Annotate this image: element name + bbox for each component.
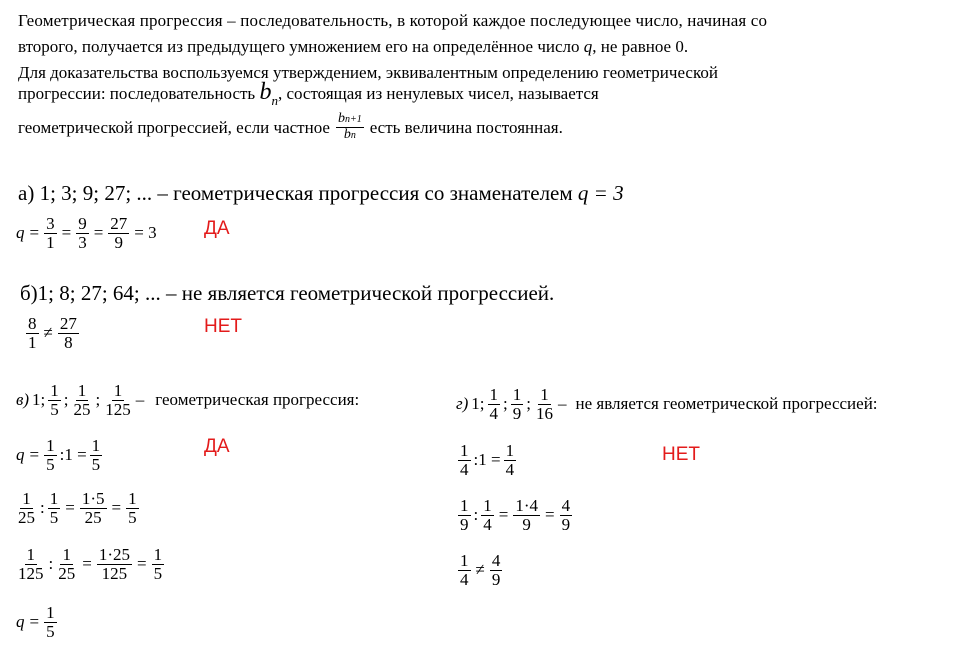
frac-3-1 <box>44 215 57 252</box>
intro-line-1 <box>18 10 953 31</box>
eq: = <box>65 498 75 518</box>
den: 1 <box>28 332 37 352</box>
part-v-answer: ДА <box>204 436 230 457</box>
num: 1 <box>540 385 549 404</box>
q: q <box>16 445 25 465</box>
seq-item: 1; <box>471 394 485 414</box>
part-b-answer: НЕТ <box>204 316 242 337</box>
num: 1 <box>22 489 31 508</box>
frac-8-1 <box>26 315 39 352</box>
frac <box>513 497 540 534</box>
den: 5 <box>46 454 55 474</box>
part-g-row-1 <box>458 442 516 479</box>
part-a-answer: ДА <box>204 218 230 239</box>
frac-1-125 <box>103 382 133 419</box>
num: 1·5 <box>81 489 105 508</box>
frac-1-25 <box>72 382 93 419</box>
part-a-q: q = 3 <box>577 181 624 205</box>
intro-text-3: Для доказательства воспользуемся утверждением, эквивалентным определению геометрической <box>18 63 718 82</box>
den: 4 <box>483 514 492 534</box>
den: 1 <box>46 232 55 252</box>
seq-item: 1; <box>32 390 46 410</box>
num: 1 <box>460 496 469 515</box>
den: 125 <box>18 563 44 583</box>
part-g-row-3 <box>458 552 502 589</box>
num: 1 <box>113 381 123 400</box>
neq-sign: ≠ <box>475 560 485 580</box>
den: 9 <box>512 403 522 423</box>
part-v-label: в) <box>16 390 30 410</box>
frac-1-9 <box>511 386 524 423</box>
den: 5 <box>46 621 55 641</box>
num: 1 <box>512 385 522 404</box>
intro-text-1: Геометрическая прогрессия – последовательность, в которой каждое последующее число, начиная со <box>18 11 768 30</box>
eq: = <box>111 498 122 518</box>
num: 1 <box>91 436 101 455</box>
num: 8 <box>28 314 37 333</box>
frac <box>56 546 77 583</box>
num: 1·25 <box>98 545 130 564</box>
frac <box>16 546 46 583</box>
part-v-row-4 <box>16 604 57 641</box>
eq: = <box>29 612 40 632</box>
part-g-text: не является геометрической прогрессией: <box>575 394 878 414</box>
den: 125 <box>101 563 128 583</box>
den: 9 <box>561 514 571 534</box>
part-g-row-2 <box>458 497 572 534</box>
eq: = <box>29 445 40 465</box>
part-v-row-2 <box>16 490 139 527</box>
den: 5 <box>49 507 59 527</box>
frac-sub-top: n+1 <box>344 114 362 125</box>
num: 9 <box>78 214 87 233</box>
frac <box>90 437 103 474</box>
frac <box>44 437 57 474</box>
den: 125 <box>105 399 131 419</box>
intro-text-2b: , не равное 0. <box>592 37 689 56</box>
q: q <box>16 612 25 632</box>
intro-text-2a: второго, получается из предыдущего умножением его на определённое число <box>18 37 580 56</box>
den: 5 <box>128 507 137 527</box>
frac-9-3 <box>76 215 89 252</box>
den: 3 <box>78 232 87 252</box>
num: 1 <box>505 441 515 460</box>
den: 25 <box>84 507 102 527</box>
calc-result: = 3 <box>134 223 157 243</box>
den: 25 <box>73 399 91 419</box>
frac <box>152 546 165 583</box>
calc-eq: = <box>29 223 40 243</box>
eq: = <box>498 505 509 525</box>
num: 27 <box>59 314 77 333</box>
den: 25 <box>58 563 76 583</box>
num: 4 <box>561 496 571 515</box>
frac <box>560 497 573 534</box>
part-v-text: геометрическая прогрессия: <box>155 390 360 410</box>
op: : <box>473 505 479 525</box>
part-v-row-1 <box>16 437 102 474</box>
frac <box>126 490 139 527</box>
eq: = <box>545 505 555 525</box>
calc-eq: = <box>61 223 72 243</box>
frac-sub-bottom: n <box>350 129 356 141</box>
calc-eq: = <box>93 223 104 243</box>
frac <box>458 442 471 479</box>
frac-1-5 <box>48 382 61 419</box>
den: 4 <box>505 459 515 479</box>
frac <box>490 552 503 589</box>
sep: ; <box>503 394 508 414</box>
frac <box>44 604 57 641</box>
part-b-calc <box>26 315 79 352</box>
num: 4 <box>491 551 501 570</box>
num: 1 <box>50 381 59 400</box>
b-symbol: b <box>259 79 272 105</box>
frac-27-8 <box>58 315 79 352</box>
dash: – <box>558 394 567 414</box>
num: 1 <box>483 496 492 515</box>
den: 4 <box>460 569 469 589</box>
intro-text-5a: геометрической прогрессией, если частное <box>18 117 330 137</box>
intro-line-3 <box>18 62 718 83</box>
part-b-heading: б)1; 8; 27; 64; ... – не является геометрической прогрессией. <box>20 281 555 305</box>
intro-line-4 <box>18 79 599 111</box>
part-v-row-3 <box>16 546 164 583</box>
part-g-heading <box>456 386 878 423</box>
calc-q: q <box>16 223 25 243</box>
num: 1 <box>46 436 55 455</box>
frac <box>481 497 494 534</box>
part-a-heading <box>18 180 624 206</box>
op: :1 = <box>59 445 87 465</box>
frac <box>458 497 471 534</box>
num: 1 <box>49 489 59 508</box>
den: 9 <box>522 514 531 534</box>
frac <box>504 442 517 479</box>
num: 1 <box>128 489 137 508</box>
num: 1·4 <box>515 496 538 515</box>
frac <box>97 546 132 583</box>
part-a-text: а) 1; 3; 9; 27; ... – геометрическая прогрессия со знаменателем <box>18 181 573 205</box>
frac-b-bottom: b <box>343 126 351 142</box>
part-a-calc <box>16 215 159 252</box>
num: 1 <box>460 441 469 460</box>
frac <box>80 490 107 527</box>
dash: – <box>135 390 145 410</box>
num: 27 <box>110 214 128 233</box>
sep: ; <box>526 394 531 414</box>
eq: = <box>137 554 147 574</box>
frac <box>16 490 37 527</box>
den: 25 <box>18 507 35 527</box>
num: 1 <box>46 603 55 622</box>
num: 1 <box>153 545 163 564</box>
part-g-answer: НЕТ <box>662 444 700 465</box>
den: 5 <box>153 563 163 583</box>
intro-line-5 <box>18 112 563 142</box>
op: : <box>40 498 45 518</box>
den: 9 <box>114 232 124 252</box>
q-symbol: q <box>583 37 593 56</box>
intro-text-4a: прогрессии: последовательность <box>18 84 256 103</box>
num: 1 <box>489 385 499 404</box>
op: : <box>48 554 54 574</box>
num: 1 <box>26 545 35 564</box>
den: 16 <box>536 403 553 423</box>
frac <box>48 490 61 527</box>
den: 8 <box>64 332 73 352</box>
frac-1-16 <box>534 386 555 423</box>
eq: = <box>82 554 92 574</box>
op: :1 = <box>473 450 501 470</box>
num: 1 <box>460 551 469 570</box>
den: 9 <box>460 514 469 534</box>
intro-line-2 <box>18 36 688 57</box>
neq-sign: ≠ <box>43 323 53 343</box>
n-subscript: n <box>271 93 278 108</box>
sep: ; <box>95 390 101 410</box>
part-g-label: г) <box>456 394 469 414</box>
num: 1 <box>62 545 71 564</box>
sep: ; <box>63 390 69 410</box>
intro-text-4b: , состоящая из ненулевых чисел, называется <box>277 84 599 103</box>
frac-27-9 <box>108 215 129 252</box>
intro-text-5b: есть величина постоянная. <box>369 117 563 137</box>
den: 4 <box>489 403 499 423</box>
num: 1 <box>77 381 87 400</box>
num: 3 <box>46 214 55 233</box>
den: 9 <box>491 569 501 589</box>
den: 4 <box>460 459 469 479</box>
frac <box>458 552 471 589</box>
part-v-heading <box>16 382 359 419</box>
frac-1-4 <box>488 386 501 423</box>
den: 5 <box>91 454 101 474</box>
den: 5 <box>50 399 59 419</box>
quotient-fraction <box>336 112 364 142</box>
frac-b-top: b <box>337 111 345 126</box>
